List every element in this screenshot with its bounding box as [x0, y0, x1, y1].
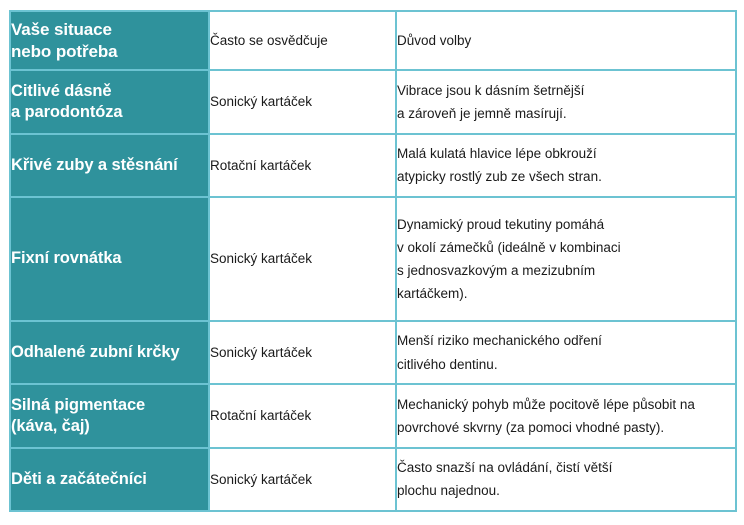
header-cell-situation — [10, 11, 209, 70]
situation-line: a parodontóza — [11, 103, 123, 122]
device-line: Rotační kartáček — [210, 157, 312, 173]
reason-line: Dynamický proud tekutiny pomáhá — [397, 216, 605, 232]
cell-device — [209, 321, 396, 384]
reason-line: s jednosvazkovým a mezizubním — [397, 263, 596, 279]
situation-line: Odhalené zubní krčky — [11, 343, 180, 362]
cell-reason — [396, 70, 736, 133]
device-line: Rotační kartáček — [210, 408, 312, 424]
situation-line: (káva, čaj) — [11, 416, 90, 435]
toothbrush-comparison-table — [9, 10, 737, 512]
cell-situation — [10, 134, 209, 197]
situation-line: Fixní rovnátka — [11, 249, 122, 268]
reason-line: a zároveň je jemně masírují. — [397, 106, 567, 122]
cell-reason — [396, 448, 736, 511]
table-row — [10, 134, 736, 197]
reason-line: Mechanický pohyb může pocitově lépe působit na — [397, 396, 695, 412]
header-device-line-1: Často se osvědčuje — [210, 32, 328, 48]
header-cell-device — [209, 11, 396, 70]
cell-device — [209, 197, 396, 321]
reason-line: citlivého dentinu. — [397, 356, 498, 372]
situation-line: Křivé zuby a stěsnání — [11, 155, 178, 174]
cell-reason — [396, 134, 736, 197]
cell-situation — [10, 70, 209, 133]
table-header-row — [10, 11, 736, 70]
cell-situation — [10, 321, 209, 384]
device-line: Sonický kartáček — [210, 94, 313, 110]
situation-line: Děti a začátečníci — [11, 469, 147, 488]
situation-line: Citlivé dásně — [11, 81, 112, 100]
header-cell-reason — [396, 11, 736, 70]
header-situation-line-1: Vaše situace — [11, 19, 112, 39]
table-row — [10, 70, 736, 133]
cell-situation — [10, 197, 209, 321]
reason-line: Často snazší na ovládání, čistí větší — [397, 460, 613, 476]
reason-line: Menší riziko mechanického odření — [397, 333, 602, 349]
cell-reason — [396, 197, 736, 321]
table-row — [10, 197, 736, 321]
reason-line: plochu najednou. — [397, 483, 500, 499]
cell-device — [209, 134, 396, 197]
situation-line: Silná pigmentace — [11, 395, 146, 414]
reason-line: kartáčkem). — [397, 286, 468, 302]
comparison-table-container — [9, 10, 735, 512]
reason-line: v okolí zámečků (ideálně v kombinaci — [397, 239, 621, 255]
cell-device — [209, 448, 396, 511]
device-line: Sonický kartáček — [210, 471, 313, 487]
header-reason-line-1: Důvod volby — [397, 33, 472, 49]
table-row — [10, 384, 736, 447]
reason-line: Malá kulatá hlavice lépe obkrouží — [397, 146, 597, 162]
header-situation-line-2: nebo potřeba — [11, 41, 118, 61]
device-line: Sonický kartáček — [210, 344, 313, 360]
device-line: Sonický kartáček — [210, 251, 313, 267]
cell-reason — [396, 384, 736, 447]
reason-line: atypicky rostlý zub ze všech stran. — [397, 169, 602, 185]
table-row — [10, 448, 736, 511]
reason-line: Vibrace jsou k dásním šetrnější — [397, 82, 585, 98]
cell-device — [209, 70, 396, 133]
table-body — [10, 11, 736, 511]
cell-reason — [396, 321, 736, 384]
table-row — [10, 321, 736, 384]
cell-device — [209, 384, 396, 447]
cell-situation — [10, 448, 209, 511]
reason-line: povrchové skvrny (za pomoci vhodné pasty). — [397, 419, 665, 435]
cell-situation — [10, 384, 209, 447]
